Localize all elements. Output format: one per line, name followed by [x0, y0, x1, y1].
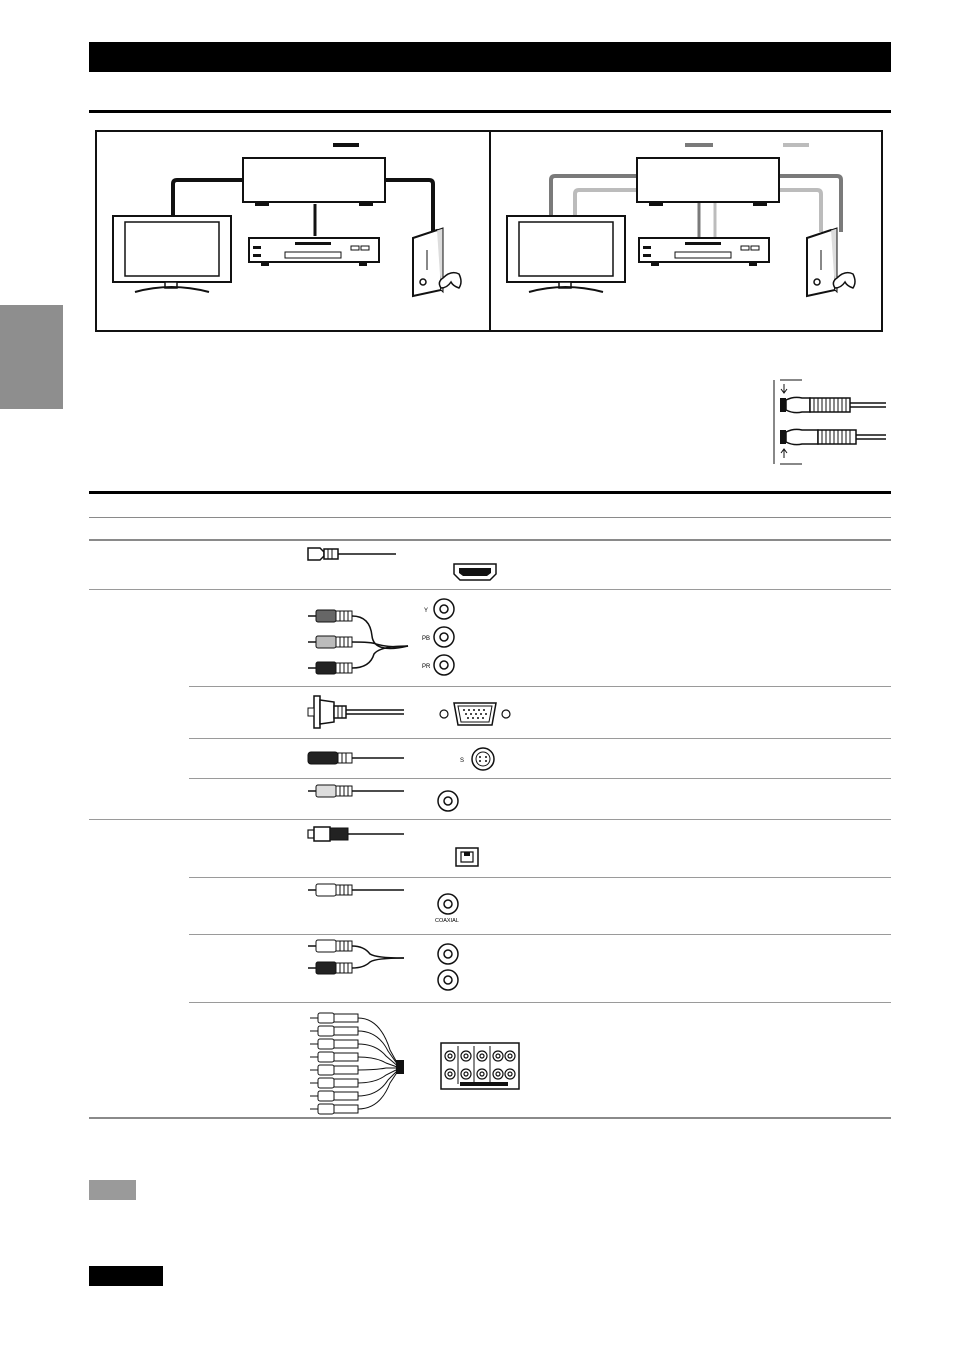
analog-audio-cable-icon	[300, 938, 410, 978]
plug-insertion-illustration	[772, 376, 892, 466]
table-header-rule	[89, 517, 891, 518]
cable-line	[777, 176, 841, 232]
component-video-cable-icon	[300, 606, 410, 684]
cable-line	[173, 180, 243, 217]
table-row-divider	[89, 819, 891, 820]
note-label-box	[89, 1180, 136, 1200]
hdmi-cable-icon	[300, 544, 400, 564]
multichannel-cable-icon	[300, 1010, 410, 1116]
table-bottom-rule	[89, 1117, 891, 1119]
jack-label-s: S	[460, 758, 465, 764]
jack-label-y: Y	[424, 608, 429, 614]
vga-jack-icon	[438, 700, 512, 728]
coaxial-jack-group	[432, 892, 466, 926]
coaxial-cable-icon	[300, 881, 410, 899]
s-video-cable-icon	[300, 748, 410, 768]
multichannel-jack-panel-icon	[440, 1042, 520, 1090]
hdmi-connection-panel	[97, 132, 489, 330]
receiver-icon	[637, 158, 779, 206]
legend-swatch-light-gray	[783, 143, 809, 147]
chapter-side-tab	[0, 305, 63, 409]
hdmi-jack-icon	[452, 562, 498, 582]
cable-line	[551, 176, 639, 217]
game-console-icon	[413, 228, 461, 296]
composite-video-cable-icon	[300, 782, 410, 800]
cable-line	[383, 180, 433, 232]
dvd-player-icon	[639, 238, 769, 266]
table-row-divider	[189, 778, 891, 779]
rca-jack-icon	[436, 789, 460, 813]
dvd-player-icon	[249, 238, 379, 266]
game-console-icon	[807, 228, 855, 296]
cable-line	[777, 190, 821, 232]
rca-plug-icon	[780, 429, 886, 444]
section-header-bar	[89, 42, 891, 72]
component-connection-panel	[491, 132, 883, 330]
table-row-divider	[189, 877, 891, 878]
jack-label-pb: PB	[422, 636, 431, 642]
connection-diagram	[95, 130, 883, 332]
table-row-divider	[189, 934, 891, 935]
tv-icon	[507, 216, 625, 292]
table-top-rule	[89, 491, 891, 494]
table-header-rule	[89, 539, 891, 541]
optical-cable-icon	[300, 824, 410, 844]
jack-label-coaxial: COAXIAL	[435, 918, 459, 924]
section-rule	[89, 110, 891, 113]
legend-swatch-dark-gray	[685, 143, 713, 147]
cable-line	[575, 190, 639, 217]
optical-jack-icon	[454, 846, 480, 868]
jack-label-pr: PR	[422, 664, 431, 670]
legend-swatch-black	[333, 143, 359, 147]
receiver-icon	[243, 158, 385, 206]
component-jack-group	[420, 596, 460, 680]
caution-label-box	[89, 1266, 163, 1286]
table-row-divider	[89, 589, 891, 590]
s-video-jack-group	[456, 746, 496, 772]
table-row-divider	[189, 1002, 891, 1003]
table-row-divider	[189, 686, 891, 687]
rgb-cable-icon	[300, 692, 410, 732]
tv-icon	[113, 216, 231, 292]
rca-plug-icon	[780, 397, 886, 412]
table-row-divider	[189, 738, 891, 739]
rca-pair-jack-icon	[436, 942, 460, 994]
